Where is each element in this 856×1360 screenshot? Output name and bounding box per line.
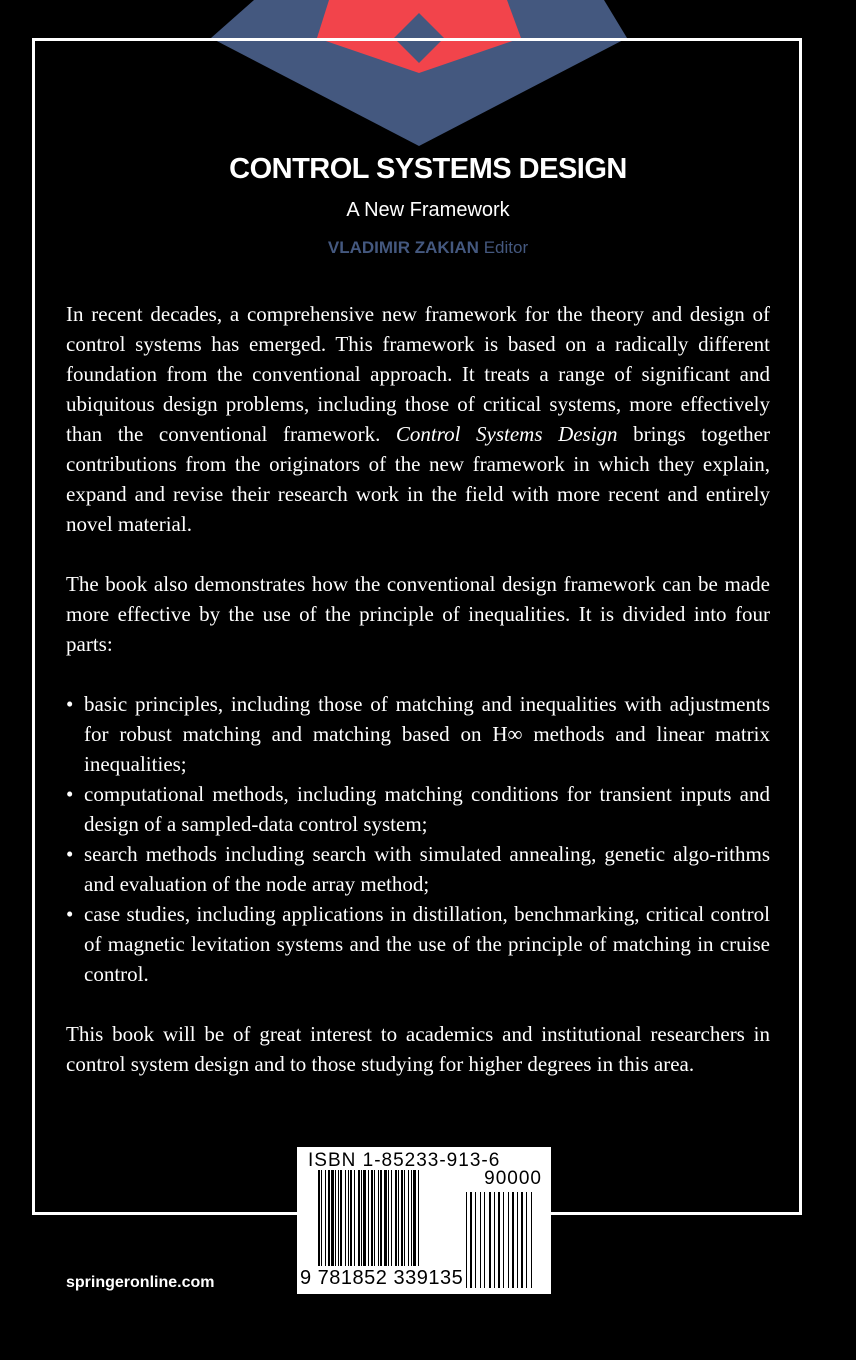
bullet-icon: • [66, 902, 74, 926]
addon-barcode-bar [466, 1192, 467, 1288]
list-item [66, 779, 770, 839]
barcode-bar [348, 1170, 349, 1266]
bullet-icon: • [66, 782, 74, 806]
description [66, 299, 770, 1109]
barcode-bar [391, 1170, 392, 1266]
isbn-label: ISBN 1-85233-913-6 [308, 1150, 501, 1171]
p1-book-title: Control Systems Design [395, 422, 618, 446]
barcode-bar [408, 1170, 409, 1266]
barcode-bar [354, 1170, 355, 1266]
book-subtitle: A New Framework [346, 199, 510, 221]
barcode-bar [338, 1170, 339, 1266]
list-item-text: basic principles, including those of matching and inequalities with adjustments for robust matching and matching based on H∞ methods and linear matrix inequalities; [84, 692, 770, 776]
editor-credit [0, 238, 856, 258]
barcode-bar [363, 1170, 366, 1266]
editor-role: Editor [483, 238, 529, 257]
barcode-bar [378, 1170, 379, 1266]
list-item-text: search methods including search with simulated annealing, genetic algo-rithms and evaluation of the node array method; [84, 842, 770, 896]
list-item-text: computational methods, including matching conditions for transient inputs and design of a sampled-data control system; [84, 782, 770, 836]
addon-barcode-bar [489, 1192, 491, 1288]
p1-text-start: In recent decades, a comprehensive new framework for the theory and design of control systems has emerged. This framework is based on a radically different foundation from the conventional approach. It treats a range of significant and ubiquitous design problems, including those of critical systems, more effectively than the conventional framework. [66, 302, 770, 446]
website-url: springeronline.com [66, 1274, 215, 1291]
barcode-bar [380, 1170, 382, 1266]
list-item [66, 899, 770, 989]
price-code: 90000 [484, 1168, 542, 1189]
barcode-bar [325, 1170, 326, 1266]
barcode-bar [368, 1170, 369, 1266]
barcode-bar [345, 1170, 346, 1266]
addon-barcode-bar [503, 1192, 504, 1288]
barcode-bar [331, 1170, 334, 1266]
barcode-bar [374, 1170, 375, 1266]
barcode-bar [335, 1170, 336, 1266]
addon-barcode-bar [498, 1192, 500, 1288]
barcode-bar [418, 1170, 419, 1266]
barcode-bar [388, 1170, 389, 1266]
addon-barcode-bar [475, 1192, 476, 1288]
barcode-bar [340, 1170, 342, 1266]
book-title: CONTROL SYSTEMS DESIGN [229, 153, 627, 185]
addon-barcode-bar [526, 1192, 527, 1288]
barcode-bar [371, 1170, 373, 1266]
description-paragraph-1 [66, 299, 770, 539]
addon-barcode-bar [521, 1192, 523, 1288]
bullet-icon: • [66, 842, 74, 866]
barcode-bar [321, 1170, 322, 1266]
list-item [66, 689, 770, 779]
barcode-bar [401, 1170, 403, 1266]
addon-barcode-bar [494, 1192, 495, 1288]
barcode-bar [361, 1170, 362, 1266]
barcode-bar [395, 1170, 397, 1266]
isbn-barcode [297, 1147, 551, 1294]
barcode-bar [350, 1170, 352, 1266]
list-item-text: case studies, including applications in distillation, benchmarking, critical control of magnetic levitation systems and the use of the principle of matching in cruise control. [84, 902, 770, 986]
barcode-bar [398, 1170, 399, 1266]
barcode-bar [413, 1170, 416, 1266]
addon-barcode-bar [512, 1192, 514, 1288]
addon-barcode-bar [480, 1192, 481, 1288]
bullet-icon: • [66, 692, 74, 716]
addon-barcode-bar [470, 1192, 472, 1288]
barcode-bar [384, 1170, 387, 1266]
description-paragraph-2: The book also demonstrates how the conventional design framework can be made more effective by the use of the principle of inequalities. It is divided into four parts: [66, 572, 770, 656]
addon-barcode-bar [484, 1192, 485, 1288]
barcode-bar [411, 1170, 412, 1266]
barcode-bar [358, 1170, 360, 1266]
barcode-bar [318, 1170, 320, 1266]
addon-barcode-bar [517, 1192, 518, 1288]
barcode-bar [404, 1170, 405, 1266]
parts-list [66, 689, 770, 989]
addon-barcode-bar [531, 1192, 532, 1288]
p1-text-end: brings together contributions from the originators of the new framework in which they explain, expand and revise their research work in the field with more recent and entirely novel material. [66, 422, 770, 536]
ean-number: 9 781852 339135 [300, 1267, 464, 1289]
editor-name: VLADIMIR ZAKIAN [327, 238, 479, 257]
addon-barcode-bar [508, 1192, 509, 1288]
barcode-bar [328, 1170, 330, 1266]
list-item [66, 839, 770, 899]
description-paragraph-3: This book will be of great interest to academics and institutional researchers in control system design and to those studying for higher degrees in this area. [66, 1022, 770, 1076]
